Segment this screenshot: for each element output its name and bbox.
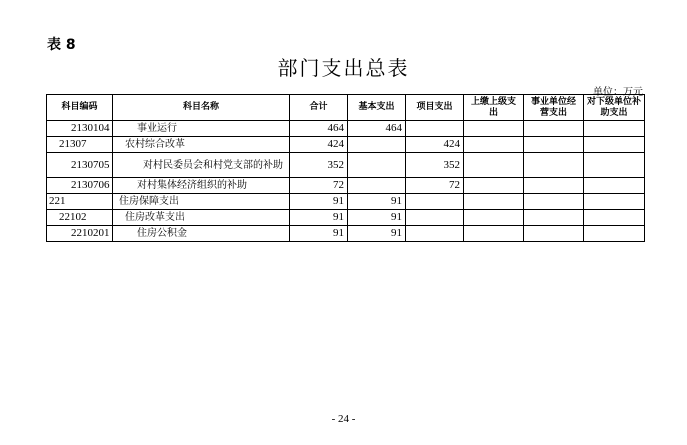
table-number: 表 8 <box>47 37 76 53</box>
header-code: 科目编码 <box>47 95 113 121</box>
header-business: 事业单位经营支出 <box>524 95 584 121</box>
row-total: 91 <box>290 210 348 226</box>
row-basic: 91 <box>348 226 406 242</box>
table-row <box>47 210 645 226</box>
row-upper <box>464 121 524 137</box>
row-total: 72 <box>290 178 348 194</box>
unit-label: 单位：万元 <box>593 87 643 98</box>
expenditure-table <box>46 94 645 242</box>
row-project <box>406 121 464 137</box>
row-code: 2130104 <box>47 121 113 137</box>
row-project <box>406 226 464 242</box>
row-project: 424 <box>406 137 464 153</box>
table-header-row <box>47 95 645 121</box>
header-total: 合计 <box>290 95 348 121</box>
row-basic <box>348 178 406 194</box>
header-upper: 上缴上级支出 <box>464 95 524 121</box>
row-code: 22102 <box>47 210 113 226</box>
row-name: 住房公积金 <box>113 226 290 242</box>
row-lower <box>584 226 645 242</box>
row-basic: 464 <box>348 121 406 137</box>
row-total: 464 <box>290 121 348 137</box>
row-code: 2130705 <box>47 153 113 178</box>
row-name: 事业运行 <box>113 121 290 137</box>
row-project <box>406 210 464 226</box>
table-row <box>47 137 645 153</box>
row-business <box>524 226 584 242</box>
row-total: 424 <box>290 137 348 153</box>
row-name: 对村集体经济组织的补助 <box>113 178 290 194</box>
row-business <box>524 194 584 210</box>
row-business <box>524 153 584 178</box>
row-basic: 91 <box>348 210 406 226</box>
row-name: 住房保障支出 <box>113 194 290 210</box>
row-name: 对村民委员会和村党支部的补助 <box>113 153 290 178</box>
document-title: 部门支出总表 <box>277 56 410 80</box>
row-name: 农村综合改革 <box>113 137 290 153</box>
header-lower: 对下级单位补助支出 <box>584 95 645 121</box>
row-code: 21307 <box>47 137 113 153</box>
row-lower <box>584 153 645 178</box>
row-lower <box>584 194 645 210</box>
header-project: 项目支出 <box>406 95 464 121</box>
table-row <box>47 178 645 194</box>
row-total: 352 <box>290 153 348 178</box>
row-business <box>524 210 584 226</box>
row-code: 2130706 <box>47 178 113 194</box>
row-basic: 91 <box>348 194 406 210</box>
row-code: 2210201 <box>47 226 113 242</box>
row-name: 住房改革支出 <box>113 210 290 226</box>
row-business <box>524 178 584 194</box>
row-lower <box>584 137 645 153</box>
row-business <box>524 121 584 137</box>
header-name: 科目名称 <box>113 95 290 121</box>
row-upper <box>464 137 524 153</box>
row-upper <box>464 194 524 210</box>
header-basic: 基本支出 <box>348 95 406 121</box>
table-row <box>47 194 645 210</box>
row-business <box>524 137 584 153</box>
row-project: 72 <box>406 178 464 194</box>
row-project: 352 <box>406 153 464 178</box>
table-row <box>47 153 645 178</box>
row-upper <box>464 226 524 242</box>
row-lower <box>584 210 645 226</box>
row-lower <box>584 178 645 194</box>
row-project <box>406 194 464 210</box>
table-row <box>47 121 645 137</box>
row-upper <box>464 178 524 194</box>
row-lower <box>584 121 645 137</box>
row-code: 221 <box>47 194 113 210</box>
row-upper <box>464 210 524 226</box>
table-row <box>47 226 645 242</box>
row-total: 91 <box>290 226 348 242</box>
row-total: 91 <box>290 194 348 210</box>
row-basic <box>348 153 406 178</box>
row-upper <box>464 153 524 178</box>
row-basic <box>348 137 406 153</box>
page-number: - 24 - <box>331 413 356 425</box>
